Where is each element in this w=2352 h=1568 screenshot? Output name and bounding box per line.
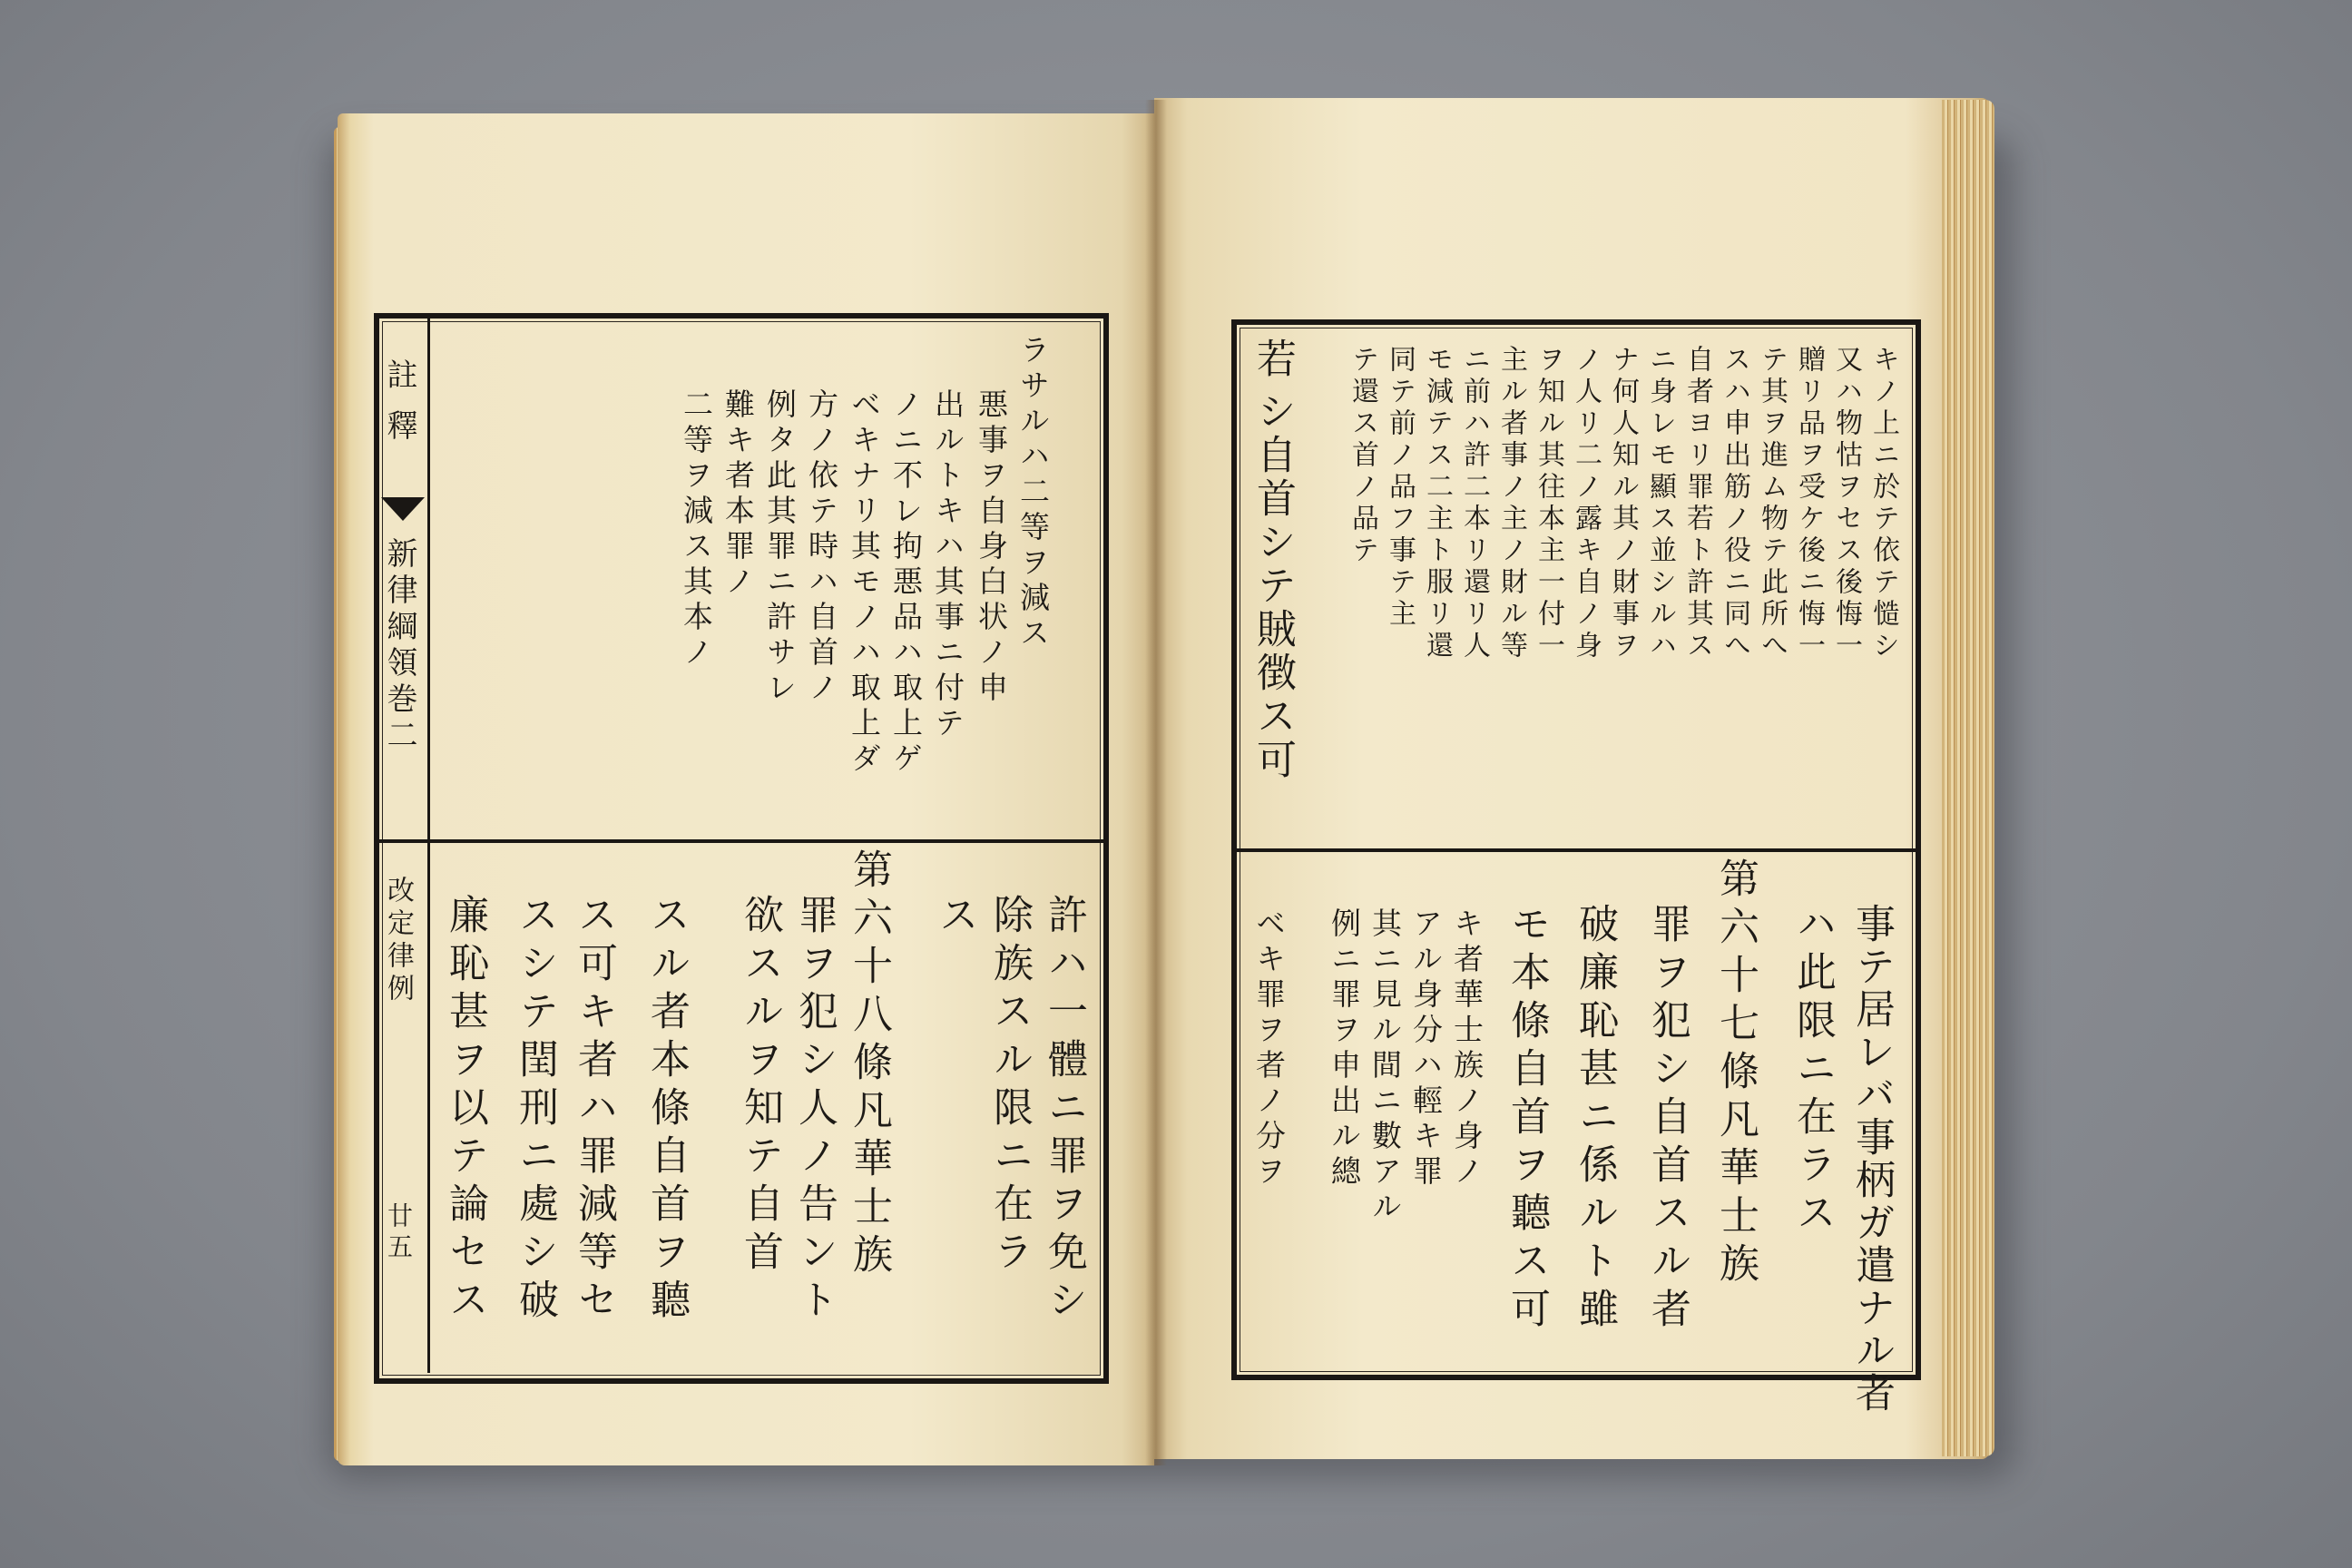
right-upper-col-2: 又ハ物怙ヲセス後悔一 bbox=[1830, 345, 1862, 662]
right-lower-col-1: 事テ居レバ事柄ガ遣ナル者 bbox=[1848, 903, 1895, 1415]
left-frame-divider bbox=[374, 839, 1107, 843]
left-upper-col-5: ベキナリ其モノハ取上ダ bbox=[847, 388, 882, 778]
right-upper-col-4: テ其ヲ進ム物テ此所へ bbox=[1756, 345, 1788, 662]
right-upper-col-9: ノ人リ二ノ露キ自ノ身 bbox=[1570, 345, 1602, 662]
right-lower-col-4: 罪ヲ犯シ自首スル者 bbox=[1644, 903, 1690, 1336]
right-upper-col-15: テ還ス首ノ品テ bbox=[1347, 345, 1378, 567]
right-upper-col-10: ヲ知ル其往本主一付一 bbox=[1533, 345, 1564, 662]
margin-fishtail bbox=[381, 497, 425, 521]
left-upper-col-8: 難キ者本罪ノ bbox=[720, 388, 756, 601]
left-lower-col-9: スシテ閏刑ニ處シ破 bbox=[512, 894, 558, 1327]
left-lower-col-5: 罪ヲ犯シ人ノ告ント bbox=[791, 894, 838, 1327]
right-upper-col-5: スハ申出筋ノ役ニ同へ bbox=[1719, 345, 1750, 662]
left-upper-col-2: 悪事ヲ自身白状ノ申 bbox=[974, 388, 1009, 707]
left-upper-col-3: 出ルトキハ其事ニ付テ bbox=[930, 388, 965, 742]
right-upper-col-11: 主ル者事ノ主ノ財ル等 bbox=[1495, 345, 1527, 662]
right-frame-divider bbox=[1231, 848, 1921, 852]
page-edges-right bbox=[1942, 100, 1994, 1456]
left-upper-col-9: 二等ヲ減ス其本ノ bbox=[679, 388, 714, 671]
right-lower-col-11: ベキ罪ヲ者ノ分ヲ bbox=[1251, 907, 1287, 1191]
right-upper-col-1: キノ上ニ於テ依テ慥シ bbox=[1867, 345, 1899, 662]
right-lower-col-8: アル身分ハ輕キ罪 bbox=[1408, 907, 1444, 1191]
right-upper-col-7: ニ身レモ顯ス並シルハ bbox=[1644, 345, 1676, 662]
right-lower-col-3: 第六十七條凡華士族 bbox=[1712, 858, 1759, 1290]
left-lower-col-7: スル者本條自首ヲ聽 bbox=[643, 894, 690, 1327]
left-lower-col-6: 欲スルヲ知テ自首 bbox=[737, 894, 783, 1279]
right-lower-col-10: 例ニ罪ヲ申出ル總 bbox=[1327, 907, 1362, 1191]
left-upper-col-4: ノニ不レ拘悪品ハ取上ゲ bbox=[888, 388, 924, 778]
left-lower-col-10: 廉恥甚ヲ以テ論セス bbox=[442, 894, 488, 1327]
right-upper-col-8: ナ何人知ル其ノ財事ヲ bbox=[1607, 345, 1639, 662]
right-lower-col-6: モ本條自首ヲ聽ス可 bbox=[1504, 903, 1550, 1336]
left-lower-col-4: 第六十八條凡華士族 bbox=[846, 848, 892, 1281]
right-upper-col-16: シ自首シテ賊徴ス可 bbox=[1250, 390, 1296, 782]
left-margin-rule bbox=[427, 318, 430, 1373]
left-lower-col-1: 許ハ一體ニ罪ヲ免シ bbox=[1041, 894, 1087, 1327]
left-lower-col-3: ス bbox=[932, 894, 978, 942]
right-lower-col-2: ハ此限ニ在ラス bbox=[1789, 903, 1836, 1240]
right-upper-col-12: ニ前ハ許二本リ還リ人 bbox=[1458, 345, 1490, 662]
left-lower-col-2: 除族スル限ニ在ラ bbox=[986, 894, 1033, 1279]
left-upper-col-1: ラサルハ二等ヲ減ス bbox=[1015, 334, 1051, 652]
left-upper-col-7: 例タ此其罪ニ許サレ bbox=[762, 388, 798, 707]
margin-title-top: 註釋 bbox=[381, 358, 417, 460]
right-upper-col-13: モ減テス二主ト服リ還 bbox=[1421, 345, 1453, 662]
margin-folio: 廿五 bbox=[384, 1202, 414, 1264]
right-upper-col-14: 同テ前ノ品フ事テ主 bbox=[1384, 345, 1416, 631]
right-lower-col-9: 其ニ見ル間ニ數アル bbox=[1367, 907, 1403, 1226]
right-upper-col-17: 若 bbox=[1250, 338, 1296, 386]
margin-title-bottom: 改定律例 bbox=[382, 876, 414, 1006]
right-lower-col-7: キ者華士族ノ身ノ bbox=[1449, 907, 1485, 1191]
book-gutter bbox=[1145, 100, 1167, 1465]
right-upper-col-6: 自者ヨリ罪若ト許其ス bbox=[1681, 345, 1713, 662]
right-upper-col-3: 贈リ品ヲ受ケ後ニ悔一 bbox=[1793, 345, 1825, 662]
margin-book-title: 新律綱領巻二 bbox=[381, 537, 417, 755]
left-upper-col-6: 方ノ依テ時ハ自首ノ bbox=[804, 388, 839, 707]
left-lower-col-8: ス可キ者ハ罪減等セ bbox=[571, 894, 617, 1327]
right-lower-col-5: 破廉恥甚ニ係ルト雖 bbox=[1572, 903, 1618, 1336]
